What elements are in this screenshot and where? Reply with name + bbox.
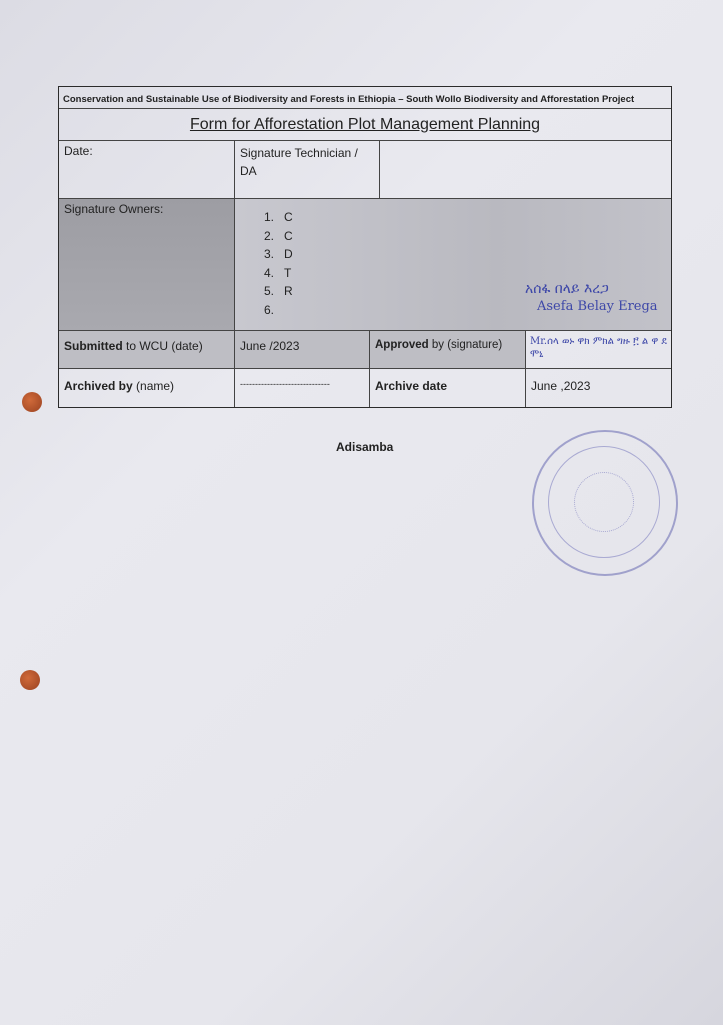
technician-label-cell [235, 141, 380, 198]
official-seal-stamp [532, 430, 678, 576]
owners-label-cell [59, 199, 235, 330]
archive-date-value-cell[interactable] [526, 369, 671, 407]
approval-note: Mr.ሰላ ወኑ ዋክ ምክል ግዙ ፫ ል ዋ ደ ሞኒ [530, 336, 667, 360]
archived-label-bold: Archived by [64, 379, 133, 393]
technician-label: Signature Technician / DA [240, 146, 358, 178]
project-header-text: Conservation and Sustainable Use of Biodiversity and Forests in Ethiopia – South Wollo Biodiversity and Afforestation Project [63, 94, 635, 105]
archived-label-rest: (name) [132, 379, 175, 393]
archive-date-label-cell [370, 369, 526, 407]
approved-label-bold: Approved [375, 339, 429, 351]
owners-row [59, 199, 671, 331]
owner-number: 6. [264, 302, 275, 317]
archive-date-value: June ,2023 [531, 379, 591, 393]
stamp-latin-name: Asefa Belay Erega [537, 299, 658, 314]
archived-label-cell [59, 369, 235, 407]
archived-row [59, 369, 671, 407]
project-header [59, 87, 671, 109]
technician-signature-cell[interactable] [380, 141, 671, 198]
owner-name: D [284, 247, 293, 261]
approved-label-rest: by (signature) [428, 339, 503, 351]
stamp-amharic-name: አሰፋ በላይ እረጋ [525, 281, 609, 297]
owner-item [264, 264, 666, 283]
form-title: Form for Afforestation Plot Management Planning [189, 115, 541, 133]
punch-hole-top [22, 392, 42, 412]
submitted-row [59, 331, 671, 369]
owner-number: 3. [264, 247, 275, 261]
owner-number: 2. [264, 228, 275, 243]
owner-number: 1. [264, 210, 275, 224]
archived-value: ------------------------------ [240, 379, 330, 389]
date-label: Date: [64, 144, 93, 158]
submitted-label-bold: Submitted [64, 339, 123, 353]
submitted-value-cell [235, 331, 370, 368]
owner-name: T [284, 265, 292, 280]
owners-label: Signature Owners: [64, 202, 164, 216]
date-label-cell [59, 141, 235, 198]
punch-hole-bottom [20, 670, 40, 690]
owner-name: C [284, 210, 293, 224]
archived-value-cell[interactable] [235, 369, 370, 407]
location-label: Adisamba [336, 440, 394, 454]
owner-item [264, 227, 666, 246]
approved-signature-cell[interactable] [526, 331, 671, 368]
planning-form [58, 86, 672, 408]
archive-date-label: Archive date [375, 379, 448, 393]
owner-name: C [284, 228, 293, 243]
owner-item [264, 245, 666, 264]
owner-item [264, 208, 666, 227]
owner-number: 5. [264, 284, 275, 298]
approved-label-cell [370, 331, 526, 368]
owner-number: 4. [264, 265, 275, 280]
owner-name: R [284, 284, 293, 298]
submitted-label-rest: to WCU (date) [122, 339, 203, 353]
date-row [59, 141, 671, 199]
submitted-value: June /2023 [240, 339, 300, 353]
submitted-label-cell [59, 331, 235, 368]
owners-list-cell [235, 199, 671, 330]
form-title-row [59, 109, 671, 141]
